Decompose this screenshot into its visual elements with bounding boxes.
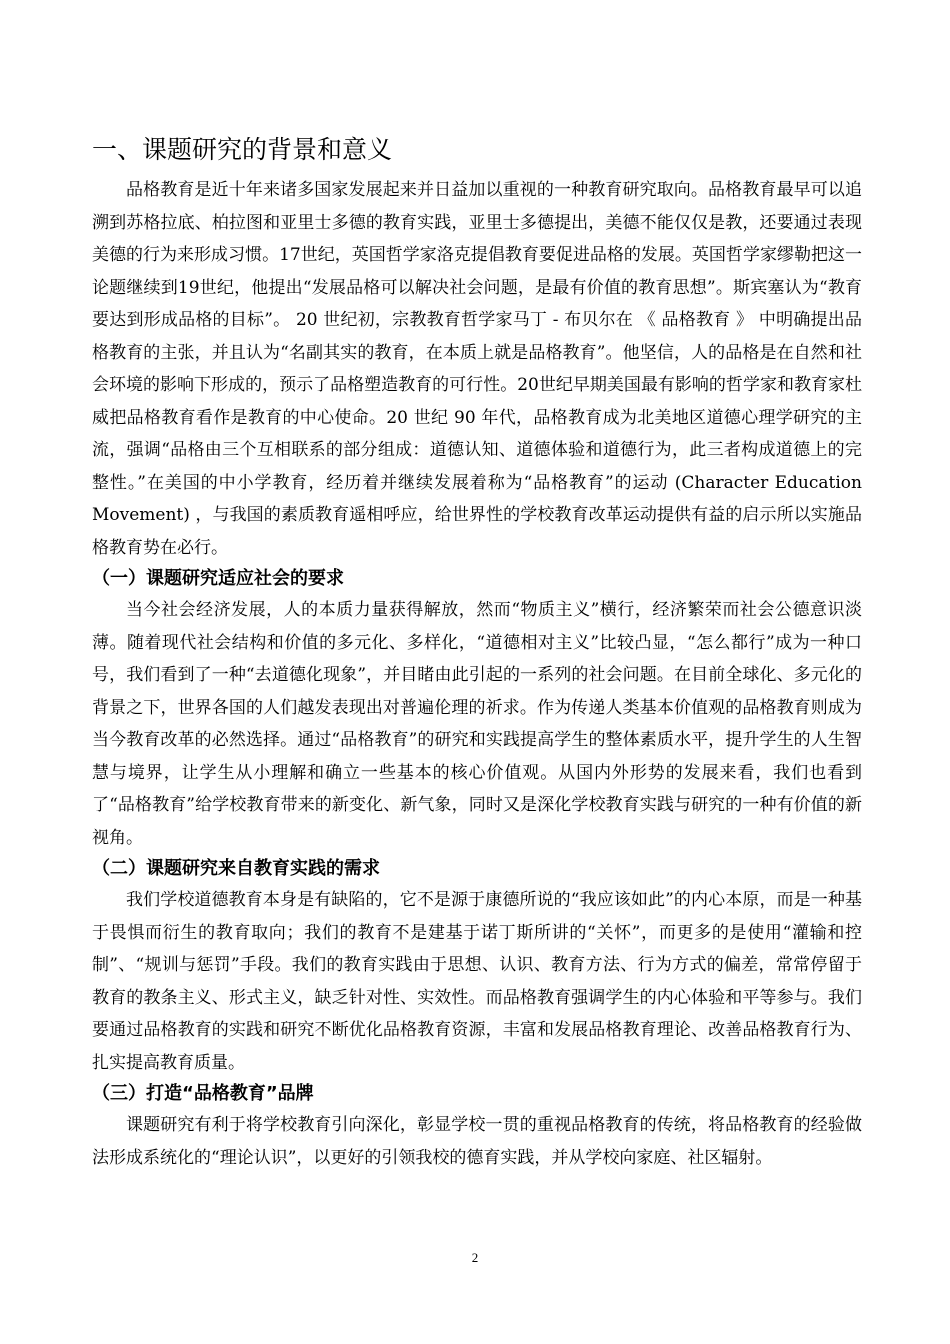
subsection-heading-2: （二）课题研究来自教育实践的需求 xyxy=(92,858,380,879)
document-page xyxy=(92,130,862,1174)
subsection-heading-1: （一）课题研究适应社会的要求 xyxy=(92,568,344,589)
intro-paragraph: 品格教育是近十年来诸多国家发展起来并日益加以重视的一种教育研究取向。品格教育最早可以追溯到苏格拉底、柏拉图和亚里士多德的教育实践，亚里士多德提出，美德不能仅仅是教，还要通过表现美德的行为来形成习惯。17世纪，英国哲学家洛克提倡教育要促进品格的发展。英国哲学家缪勒把这一论题继续到19世纪，他提出“发展品格可以解决社会问题，是最有价值的教育思想”。斯宾塞认为“教育要达到形成品格的目标”。 20 世纪初，宗教教育哲学家马丁 - 布贝尔在 《 品格教育 》 中明确提出品格教育的主张，并且认为“名副其实的教育，在本质上就是品格教育”。他坚信，人的品格是在自然和社会环境的影响下形成的，预示了品格塑造教育的可行性。20世纪早期美国最有影响的哲学家和教育家杜威把品格教育看作是教育的中心使命。20 世纪 90 年代，品格教育成为北美地区道德心理学研究的主流，强调“品格由三个互相联系的部分组成：道德认知、道德体验和道德行为，此三者构成道德上的完整性。”在美国的中小学教育，经历着并继续发展着称为“品格教育”的运动 (Character Education Movement) ，与我国的素质教育遥相呼应，给世界性的学校教育改革运动提供有益的启示所以实施品格教育势在必行。 xyxy=(92,180,862,558)
subsection-body-1: 当今社会经济发展，人的本质力量获得解放，然而“物质主义”横行，经济繁荣而社会公德意识淡薄。随着现代社会结构和价值的多元化、多样化，“道德相对主义”比较凸显，“怎么都行”成为一种口号，我们看到了一种“去道德化现象”，并目睹由此引起的一系列的社会问题。在目前全球化、多元化的背景之下，世界各国的人们越发表现出对普遍伦理的祈求。作为传递人类基本价值观的品格教育则成为当今教育改革的必然选择。通过“品格教育”的研究和实践提高学生的整体素质水平，提升学生的人生智慧与境界，让学生从小理解和确立一些基本的核心价值观。从国内外形势的发展来看，我们也看到了“品格教育”给学校教育带来的新变化、新气象，同时又是深化学校教育实践与研究的一种有价值的新视角。 xyxy=(92,600,862,848)
subsection-body-3: 课题研究有利于将学校教育引向深化，彰显学校一贯的重视品格教育的传统，将品格教育的经验做法形成系统化的“理论认识”，以更好的引领我校的德育实践，并从学校向家庭、社区辐射。 xyxy=(92,1115,862,1168)
subsection-heading-3: （三）打造“品格教育”品牌 xyxy=(92,1083,314,1104)
section-title: 一、课题研究的背景和意义 xyxy=(92,135,393,164)
page-number: 2 xyxy=(471,1250,479,1265)
subsection-body-2: 我们学校道德教育本身是有缺陷的，它不是源于康德所说的“我应该如此”的内心本原，而是一种基于畏惧而衍生的教育取向；我们的教育不是建基于诺丁斯所讲的“关怀”，而更多的是使用“灌输和控制”、“规训与惩罚”手段。我们的教育实践由于思想、认识、教育方法、行为方式的偏差，常常停留于教育的教条主义、形式主义，缺乏针对性、实效性。而品格教育强调学生的内心体验和平等参与。我们要通过品格教育的实践和研究不断优化品格教育资源，丰富和发展品格教育理论、改善品格教育行为、扎实提高教育质量。 xyxy=(92,890,862,1073)
